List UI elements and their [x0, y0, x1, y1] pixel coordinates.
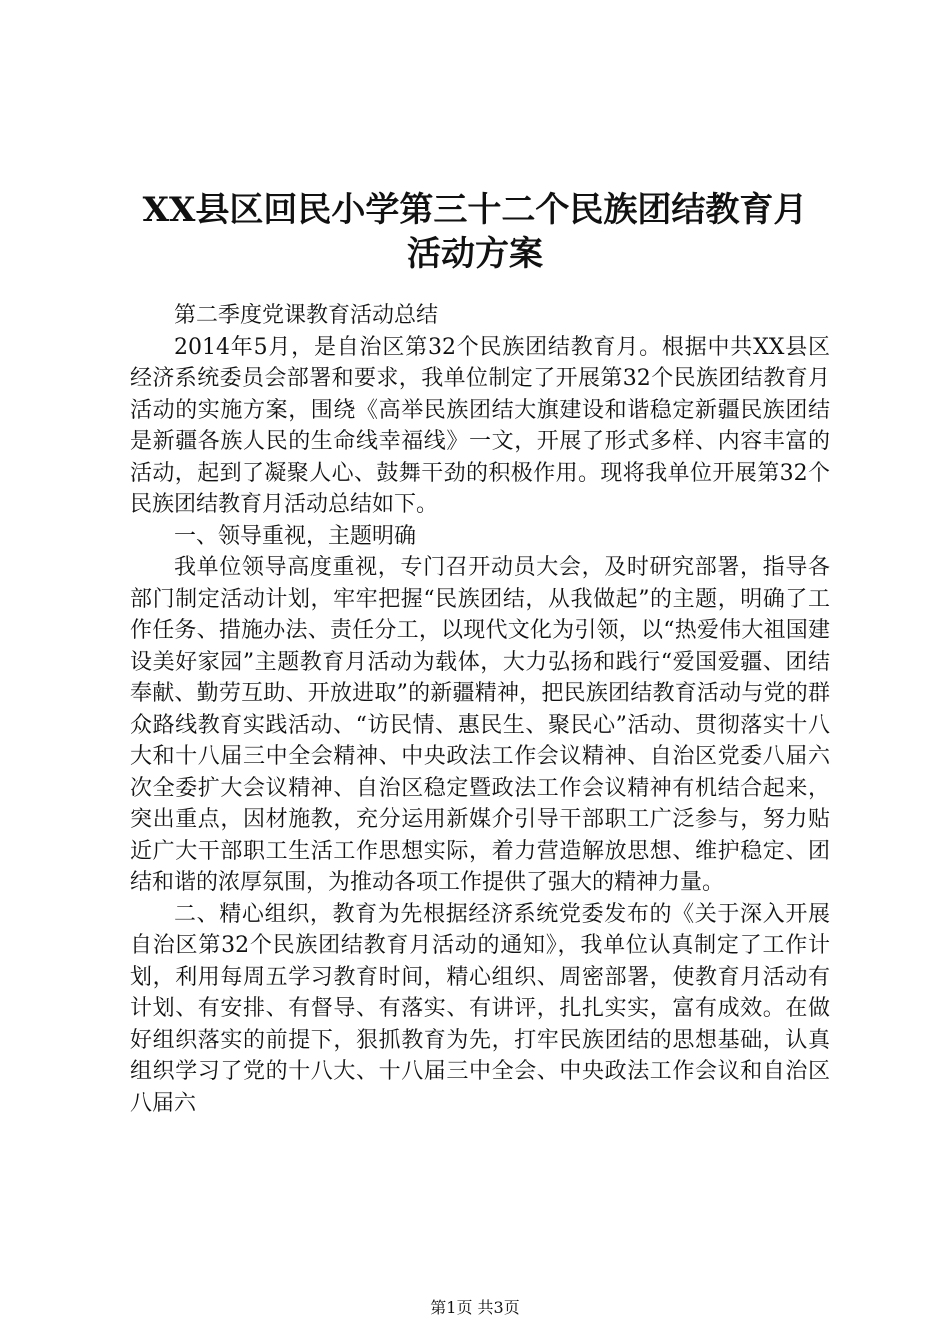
- page-number-footer: 第1页 共3页: [430, 1298, 520, 1317]
- document-title-line-1: XX县区回民小学第三十二个民族团结教育月: [142, 190, 808, 230]
- document-title-line-2: 活动方案: [407, 234, 543, 274]
- paragraph-subtitle: 第二季度党课教育活动总结: [174, 303, 439, 328]
- document-body: [130, 300, 830, 1119]
- paragraph-section-1: 我单位领导高度重视，专门召开动员大会，及时研究部署，指导各部门制定活动计划，牢牢把握“民族团结，从我做起”的主题，明确了工作任务、措施办法、责任分工，以现代文化为引领，以“热爱伟大祖国建设美好家园”主题教育月活动为载体，大力弘扬和践行“爱国爱疆、团结奉献、勤劳互助、开放进取”的新疆精神，把民族团结教育活动与党的群众路线教育实践活动、“访民情、惠民生、聚民心”活动、贯彻落实十八大和十八届三中全会精神、中央政法工作会议精神、自治区党委八届六次全委扩大会议精神、自治区稳定暨政法工作会议精神有机结合起来，突出重点，因材施教，充分运用新媒介引导干部职工广泛参与，努力贴近广大干部职工生活工作思想实际，着力营造解放思想、维护稳定、团结和谐的浓厚氛围，为推动各项工作提供了强大的精神力量。: [130, 555, 830, 895]
- paragraph-intro: 2014年5月，是自治区第32个民族团结教育月。根据中共XX县区经济系统委员会部署和要求，我单位制定了开展第32个民族团结教育月活动的实施方案，围绕《高举民族团结大旗建设和谐稳定新疆民族团结是新疆各族人民的生命线幸福线》一文，开展了形式多样、内容丰富的活动，起到了凝聚人心、鼓舞干劲的积极作用。现将我单位开展第32个民族团结教育月活动总结如下。: [130, 334, 830, 517]
- section-heading-1: 一、领导重视，主题明确: [174, 523, 417, 549]
- paragraph-section-2: 二、精心组织，教育为先根据经济系统党委发布的《关于深入开展自治区第32个民族团结教育月活动的通知》，我单位认真制定了工作计划，利用每周五学习教育时间，精心组织、周密部署，使教育月活动有计划、有安排、有督导、有落实、有讲评，扎扎实实，富有成效。在做好组织落实的前提下，狠抓教育为先，打牢民族团结的思想基础，认真组织学习了党的十八大、十八届三中全会、中央政法工作会议和自治区八届六: [130, 901, 830, 1116]
